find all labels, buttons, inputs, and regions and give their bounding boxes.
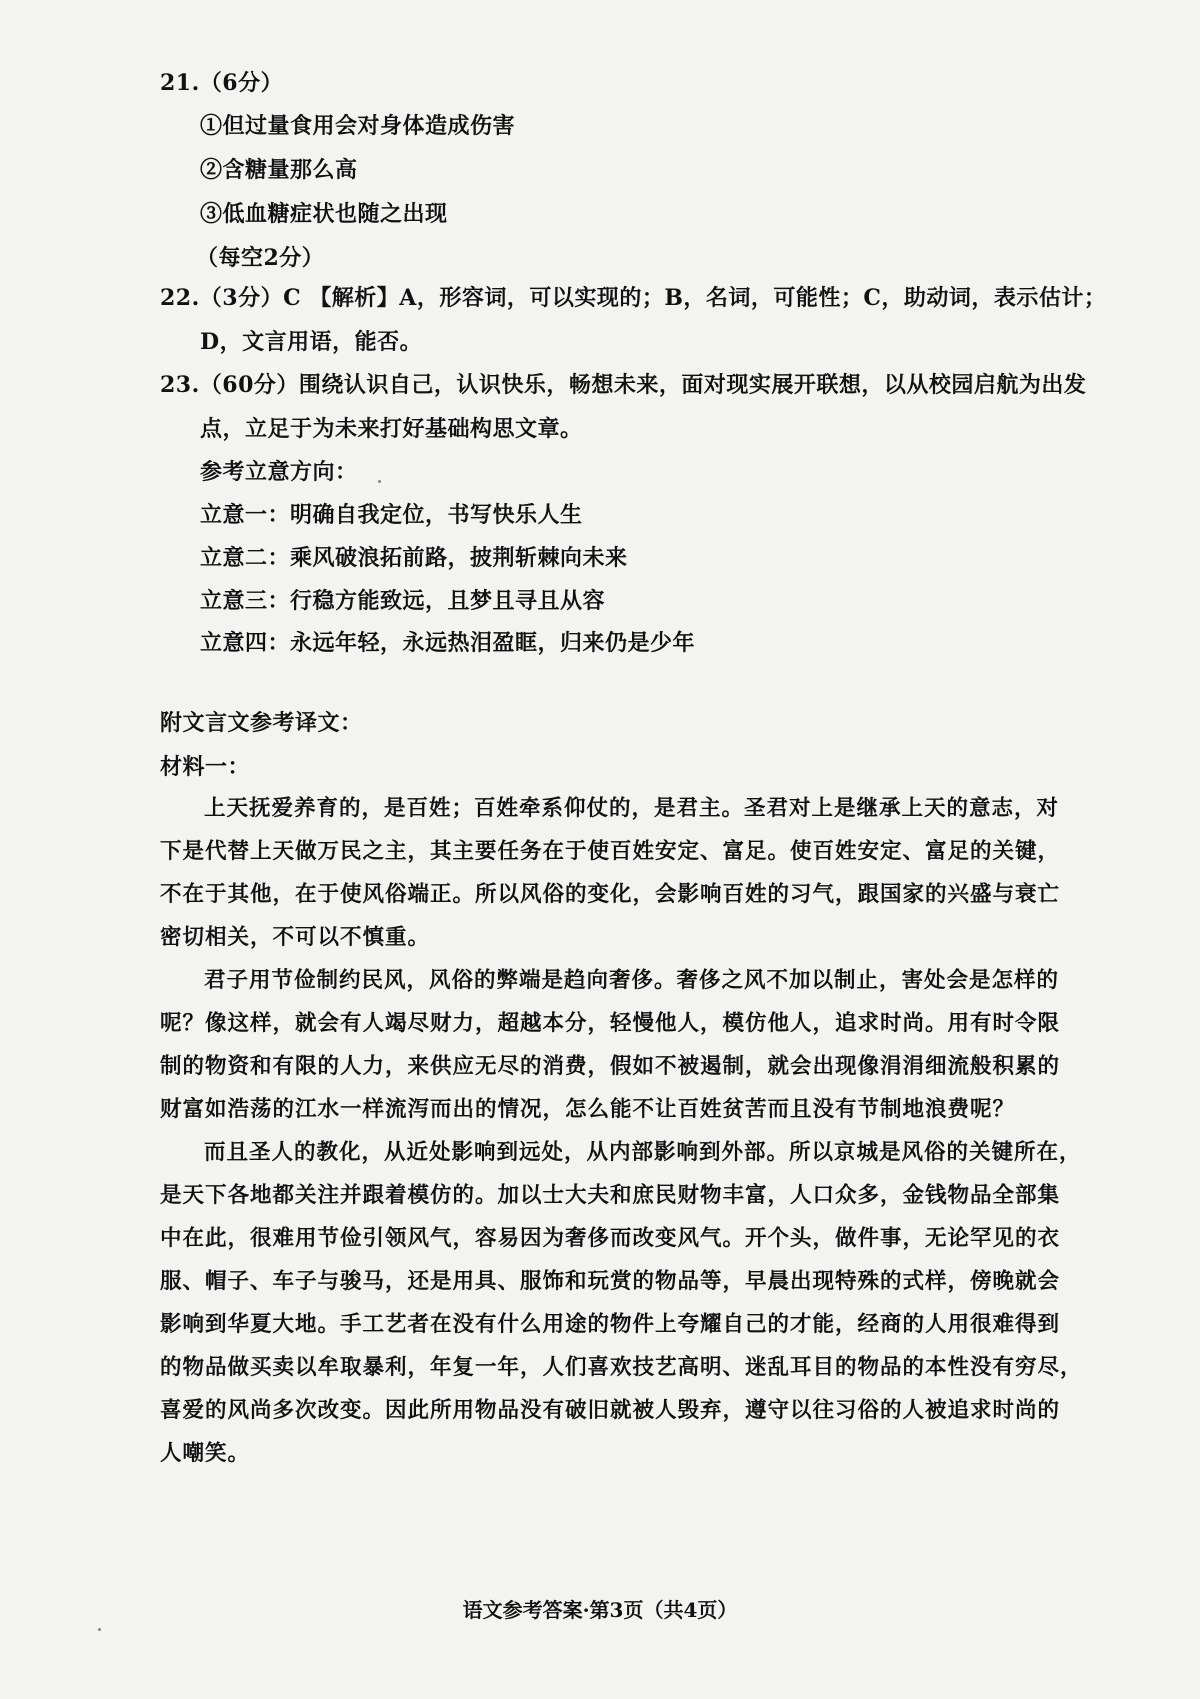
q21-answer-2: ②含糖量那么高 [200, 157, 358, 183]
q21-scoring-note: （每空2分） [196, 245, 325, 271]
translation-line: 不在于其他，在于使风俗端正。所以风俗的变化，会影响百姓的习气，跟国家的兴盛与衰亡 [160, 882, 1061, 907]
translation-line: 人嘲笑。 [160, 1441, 251, 1466]
translation-line: 喜爱的风尚多次改变。因此所用物品没有破旧就被人毁弃，遵守以往习俗的人被追求时尚的 [160, 1398, 1061, 1423]
q21-answer-1: ①但过量食用会对身体造成伤害 [200, 113, 516, 139]
translation-line: 而且圣人的教化，从近处影响到远处，从内部影响到外部。所以京城是风俗的关键所在， [204, 1140, 1082, 1165]
translation-line: 服、帽子、车子与骏马，还是用具、服饰和玩赏的物品等，早晨出现特殊的式样，傍晚就会 [160, 1269, 1061, 1294]
translation-line: 上天抚爱养育的，是百姓；百姓牵系仰仗的，是君主。圣君对上是继承上天的意志，对 [204, 796, 1060, 821]
q22-line-1: 22.（3分）C 【解析】A，形容词，可以实现的；B，名词，可能性；C，助动词，表示估计； [160, 285, 1107, 311]
q23-line-1: 23.（60分）围绕认识自己，认识快乐，畅想未来，面对现实展开联想，以从校园启航为出发 [160, 372, 1087, 398]
translation-line: 密切相关，不可以不慎重。 [160, 925, 431, 950]
scan-speck [378, 480, 381, 483]
appendix-heading: 附文言文参考译文： [160, 710, 363, 736]
q23-idea-4: 立意四：永远年轻，永远热泪盈眶，归来仍是少年 [200, 630, 696, 656]
q23-idea-2: 立意二：乘风破浪拓前路，披荆斩棘向未来 [200, 545, 628, 571]
translation-line: 中在此，很难用节俭引领风气，容易因为奢侈而改变风气。开个头，做件事，无论罕见的衣 [160, 1226, 1061, 1251]
q23-line-2: 点，立足于为未来打好基础构思文章。 [200, 416, 583, 442]
q23-reference-heading: 参考立意方向： [200, 459, 358, 485]
translation-line: 影响到华夏大地。手工艺者在没有什么用途的物件上夸耀自己的才能，经商的人用很难得到 [160, 1312, 1061, 1337]
q23-idea-3: 立意三：行稳方能致远，且梦且寻且从容 [200, 588, 606, 614]
q23-idea-1: 立意一：明确自我定位，书写快乐人生 [200, 502, 583, 528]
q21-answer-3: ③低血糖症状也随之出现 [200, 201, 448, 227]
page-footer: 语文参考答案·第3页（共4页） [462, 1598, 738, 1622]
translation-line: 君子用节俭制约民风，风俗的弊端是趋向奢侈。奢侈之风不加以制止，害处会是怎样的 [204, 968, 1060, 993]
translation-line: 呢？像这样，就会有人竭尽财力，超越本分，轻慢他人，模仿他人，追求时尚。用有时令限 [160, 1011, 1061, 1036]
translation-line: 制的物资和有限的人力，来供应无尽的消费，假如不被遏制，就会出现像涓涓细流般积累的 [160, 1054, 1061, 1079]
scan-speck [98, 1628, 101, 1631]
q22-line-2: D，文言用语，能否。 [200, 329, 423, 355]
translation-line: 的物品做买卖以牟取暴利，年复一年，人们喜欢技艺高明、迷乱耳目的物品的本性没有穷尽， [160, 1355, 1083, 1380]
translation-line: 是天下各地都关注并跟着模仿的。加以士大夫和庶民财物丰富，人口众多，金钱物品全部集 [160, 1183, 1061, 1208]
q21-heading: 21.（6分） [160, 70, 284, 96]
translation-line: 下是代替上天做万民之主，其主要任务在于使百姓安定、富足。使百姓安定、富足的关键， [160, 839, 1061, 864]
material-label: 材料一： [160, 754, 251, 780]
translation-line: 财富如浩荡的江水一样流泻而出的情况，怎么能不让百姓贫苦而且没有节制地浪费呢？ [160, 1097, 1016, 1122]
